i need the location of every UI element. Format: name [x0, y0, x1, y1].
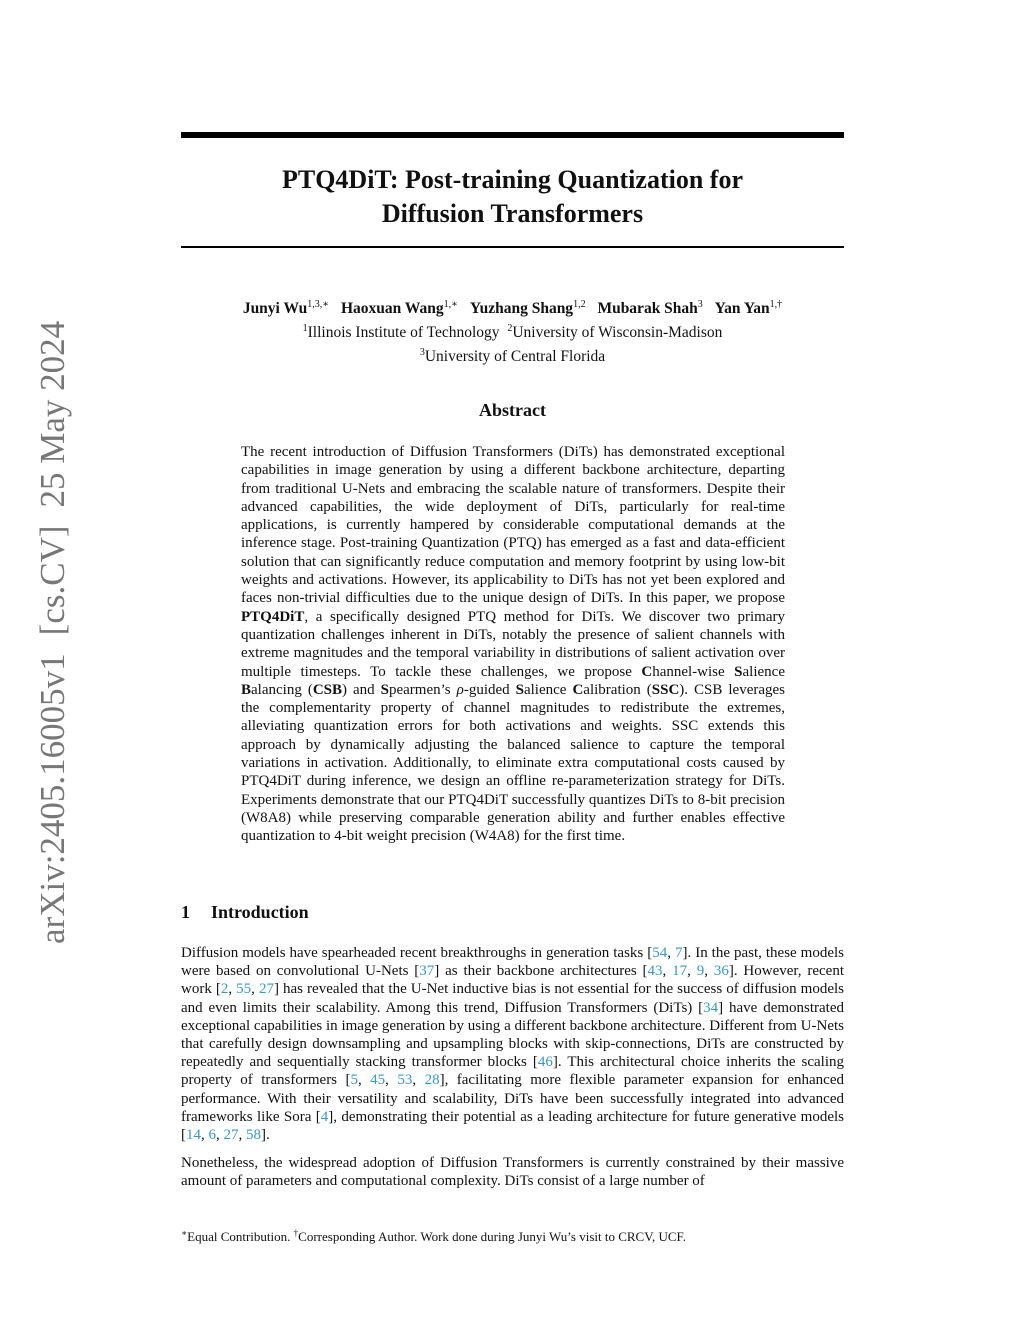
- body-text: ,: [667, 945, 675, 961]
- citation-link[interactable]: 5: [350, 1072, 358, 1089]
- body-text: ,: [412, 1072, 425, 1089]
- citation-link[interactable]: 17: [672, 963, 688, 980]
- intro-paragraph-2: Nonetheless, the widespread adoption of Diffusion Transformers is currently constrained by their massive amount of parameters and computational complexity. DiTs consist of a large number of: [181, 1155, 844, 1190]
- body-text: ,: [201, 1127, 209, 1144]
- author-name: Yan Yan: [714, 300, 770, 317]
- author-affil-mark: 1,3,∗: [307, 299, 330, 310]
- intro-paragraph-1: [181, 944, 844, 1144]
- body-text: ,: [662, 963, 673, 980]
- citation-link[interactable]: 43: [647, 963, 663, 980]
- body-text: ]. However, recent work [: [181, 963, 845, 998]
- body-text: ,: [238, 1127, 246, 1144]
- author-block: [181, 295, 844, 367]
- author-list: [181, 295, 844, 319]
- footnote: [181, 1224, 844, 1246]
- affiliation-mark: 2: [507, 323, 513, 334]
- body-text: ,: [704, 963, 714, 980]
- citation-link[interactable]: 28: [424, 1072, 440, 1089]
- citation-link[interactable]: 27: [258, 981, 274, 998]
- citation-link[interactable]: 9: [696, 963, 705, 980]
- affiliation-name: University of Central Florida: [424, 348, 606, 365]
- arxiv-stamp: [30, 320, 76, 944]
- body-text: ] has revealed that the U-Net inductive bias is not essential for the success of diffusion models and even limits their scalability. Among this trend, Diffusion Transformers (DiTs) [: [181, 981, 845, 1016]
- citation-link[interactable]: 4: [320, 1108, 329, 1125]
- body-text: ,: [385, 1072, 398, 1089]
- section-title: Introduction: [211, 902, 309, 922]
- body-text: ], facilitating more flexible parameter expansion for enhanced performance. With their versatility and scalability, DiTs have been successfully integrated into advanced frameworks like Sora [: [181, 1072, 844, 1125]
- abstract-body: The recent introduction of Diffusion Transformers (DiTs) has demonstrated exceptional capabilities in image generation by using a different backbone architecture, departing from traditional U-Nets and embracing the scalable nature of transformers. Despite their advanced capabilities, the wide deployment of DiTs, particularly for real-time applications, is currently hampered by considerable computational demands at the inference stage. Post-training Quantization (PTQ) has emerged as a fast and data-efficient solution that can significantly reduce computation and memory footprint by using low-bit weights and activations. However, its applicability to DiTs has not yet been explored and faces non-trivial difficulties due to the unique design of DiTs. In this paper, we propose PTQ4DiT, a specifically designed PTQ method for DiTs. We discover two primary quantization challenges inherent in DiTs, notably the presence of salient channels with extreme magnitudes and the temporal variability in distributions of salient activation over multiple timesteps. To tackle these challenges, we propose Channel-wise Salience Balancing (CSB) and Spearmen’s ρ-guided Salience Calibration (SSC). CSB leverages the complementarity property of channel magnitudes to redistribute the extremes, alleviating quantization errors for both activations and weights. SSC extends this approach by dynamically adjusting the balanced salience to capture the temporal variations in activation. Additionally, to eliminate extra computational costs caused by PTQ4DiT during inference, we design an offline re-parameterization strategy for DiTs. Experiments demonstrate that our PTQ4DiT successfully quantizes DiTs to 8-bit precision (W8A8) while preserving comparable generation ability and further enables effective quantization to 4-bit weight precision (W4A8) for the first time.: [241, 444, 786, 845]
- citation-link[interactable]: 14: [186, 1127, 201, 1144]
- affiliation-mark: 1: [302, 323, 308, 334]
- body-text: ].: [261, 1127, 270, 1144]
- citation-link[interactable]: 54: [652, 945, 668, 961]
- author-name: Yuzhang Shang: [469, 300, 574, 317]
- arxiv-date: 25 May 2024: [33, 320, 72, 508]
- section-heading-introduction: [181, 900, 844, 924]
- body-text: ,: [251, 981, 259, 998]
- body-text: ] as their backbone architectures [: [434, 963, 648, 980]
- affiliation-name: Illinois Institute of Technology: [307, 324, 500, 341]
- footnote-text: Corresponding Author. Work done during Junyi Wu’s visit to CRCV, UCF.: [298, 1229, 686, 1244]
- citation-link[interactable]: 45: [370, 1072, 386, 1089]
- paper-title: [181, 163, 844, 231]
- abstract-heading: Abstract: [479, 400, 546, 420]
- author-affil-mark: 1,†: [769, 299, 783, 310]
- body-text: ,: [687, 963, 697, 980]
- author-name: Mubarak Shah: [597, 300, 698, 317]
- arxiv-id[interactable]: arXiv:2405.16005v1: [33, 653, 72, 944]
- body-text: ]. This architectural choice inherits the scaling property of transformers [: [181, 1054, 844, 1089]
- affiliation-mark: 3: [419, 347, 425, 358]
- body-text: ] have demonstrated exceptional capabilities in image generation by using a different backbone architecture. Different from U-Nets that carefully design downsampling and upsampling blocks with skip-connections, DiTs are constructed by repeatedly and sequentially stacking transformer blocks [: [181, 999, 845, 1071]
- author-affil-mark: 1,2: [573, 299, 586, 310]
- body-text: ]. In the past, these models were based on convolutional U-Nets [: [181, 945, 844, 980]
- citation-link[interactable]: 34: [703, 999, 719, 1016]
- author-name: Junyi Wu: [242, 300, 308, 317]
- body-text: Diffusion models have spearheaded recent breakthroughs in generation tasks [: [181, 945, 653, 961]
- title-line-2: Diffusion Transformers: [381, 199, 644, 228]
- citation-link[interactable]: 53: [397, 1072, 413, 1089]
- citation-link[interactable]: 46: [537, 1054, 553, 1071]
- citation-link[interactable]: 2: [220, 981, 229, 998]
- author-name: Haoxuan Wang: [340, 300, 444, 317]
- author-affil-mark: 1,∗: [443, 299, 458, 310]
- title-line-1: PTQ4DiT: Post-training Quantization for: [281, 165, 743, 194]
- title-rule-bottom: [181, 246, 844, 248]
- affiliation-line: [181, 319, 844, 343]
- footnote-mark: †: [293, 1228, 299, 1238]
- affiliation-name: University of Wisconsin-Madison: [512, 324, 723, 341]
- section-number: 1: [181, 902, 190, 922]
- citation-link[interactable]: 6: [208, 1127, 216, 1144]
- footnote-mark: ∗: [181, 1228, 188, 1238]
- citation-link[interactable]: 7: [674, 945, 683, 961]
- title-rule-top: [181, 132, 844, 138]
- citation-link[interactable]: 27: [223, 1127, 239, 1144]
- citation-link[interactable]: 55: [236, 981, 252, 998]
- body-text: ,: [228, 981, 237, 998]
- footnote-text: Equal Contribution.: [187, 1229, 294, 1244]
- body-text: ,: [357, 1072, 371, 1089]
- affiliation-line: [181, 343, 844, 367]
- author-affil-mark: 3: [697, 299, 703, 310]
- method-name: PTQ4DiT: [241, 608, 305, 625]
- body-text: ], demonstrating their potential as a leading architecture for future generative models [: [181, 1108, 845, 1144]
- citation-link[interactable]: 37: [419, 963, 435, 980]
- citation-link[interactable]: 58: [246, 1127, 261, 1144]
- citation-link[interactable]: 36: [713, 963, 729, 980]
- body-text: ,: [216, 1127, 224, 1144]
- arxiv-category: [cs.CV]: [33, 525, 72, 636]
